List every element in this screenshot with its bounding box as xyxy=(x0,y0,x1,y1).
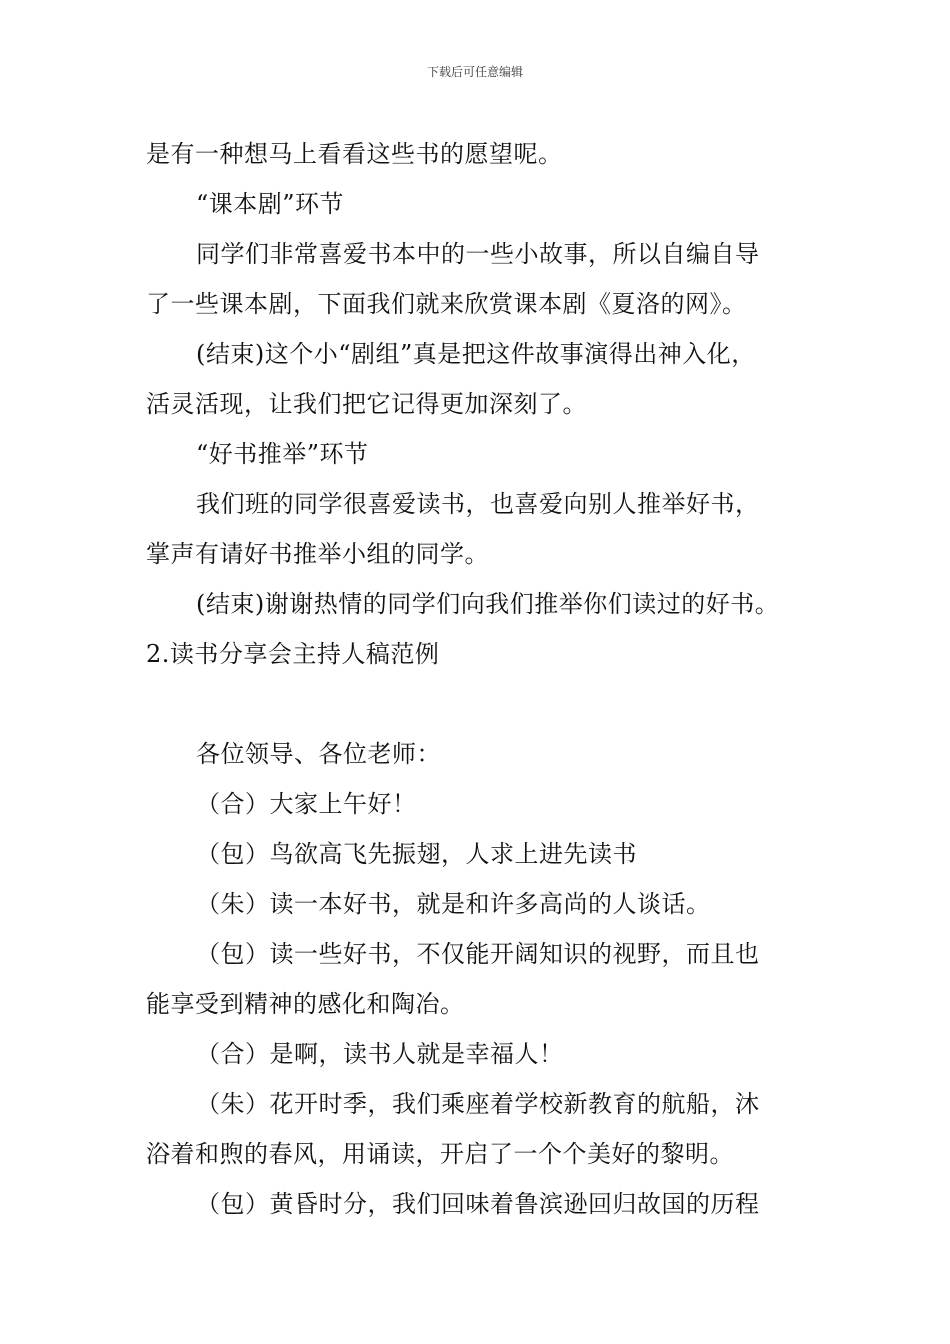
text-line: (结束)这个小“剧组”真是把这件故事演得出神入化， xyxy=(196,340,756,368)
document-body xyxy=(146,129,826,1229)
text-line: 我们班的同学很喜爱读书，也喜爱向别人推举好书， xyxy=(196,490,760,518)
text-line: 活灵活现，让我们把它记得更加深刻了。 xyxy=(146,390,587,418)
text-line: 能享受到精神的感化和陶冶。 xyxy=(146,990,465,1018)
text-line: （包）黄昏时分，我们回味着鲁滨逊回归故国的历程 xyxy=(196,1190,760,1218)
text-line: 浴着和煦的春风，用诵读，开启了一个个美好的黎明。 xyxy=(146,1140,734,1168)
text-line: （朱）花开时季，我们乘座着学校新教育的航船，沐 xyxy=(196,1090,760,1118)
text-line: （合）是啊，读书人就是幸福人！ xyxy=(196,1040,564,1068)
text-line: “好书推举”环节 xyxy=(196,440,369,468)
text-line: （包）读一些好书，不仅能开阔知识的视野，而且也 xyxy=(196,940,760,968)
text-line: 是有一种想马上看看这些书的愿望呢。 xyxy=(146,140,563,168)
text-line: （包）鸟欲高飞先振翅，人求上进先读书 xyxy=(196,840,637,868)
text-line: （朱）读一本好书，就是和许多高尚的人谈话。 xyxy=(196,890,711,918)
text-line: 了一些课本剧，下面我们就来欣赏课本剧《夏洛的网》。 xyxy=(146,290,747,318)
text-line: 掌声有请好书推举小组的同学。 xyxy=(146,540,489,568)
page-header: 下载后可任意编辑 xyxy=(426,65,523,79)
text-line: 各位领导、各位老师： xyxy=(196,740,441,768)
text-line: (结束)谢谢热情的同学们向我们推举你们读过的好书。 xyxy=(196,590,780,618)
text-line: “课本剧”环节 xyxy=(196,190,345,218)
blank-line xyxy=(146,679,826,729)
text-line: 2.读书分享会主持人稿范例 xyxy=(146,640,440,668)
text-line: （合）大家上午好！ xyxy=(196,790,417,818)
text-line: 同学们非常喜爱书本中的一些小故事，所以自编自导 xyxy=(196,240,760,268)
